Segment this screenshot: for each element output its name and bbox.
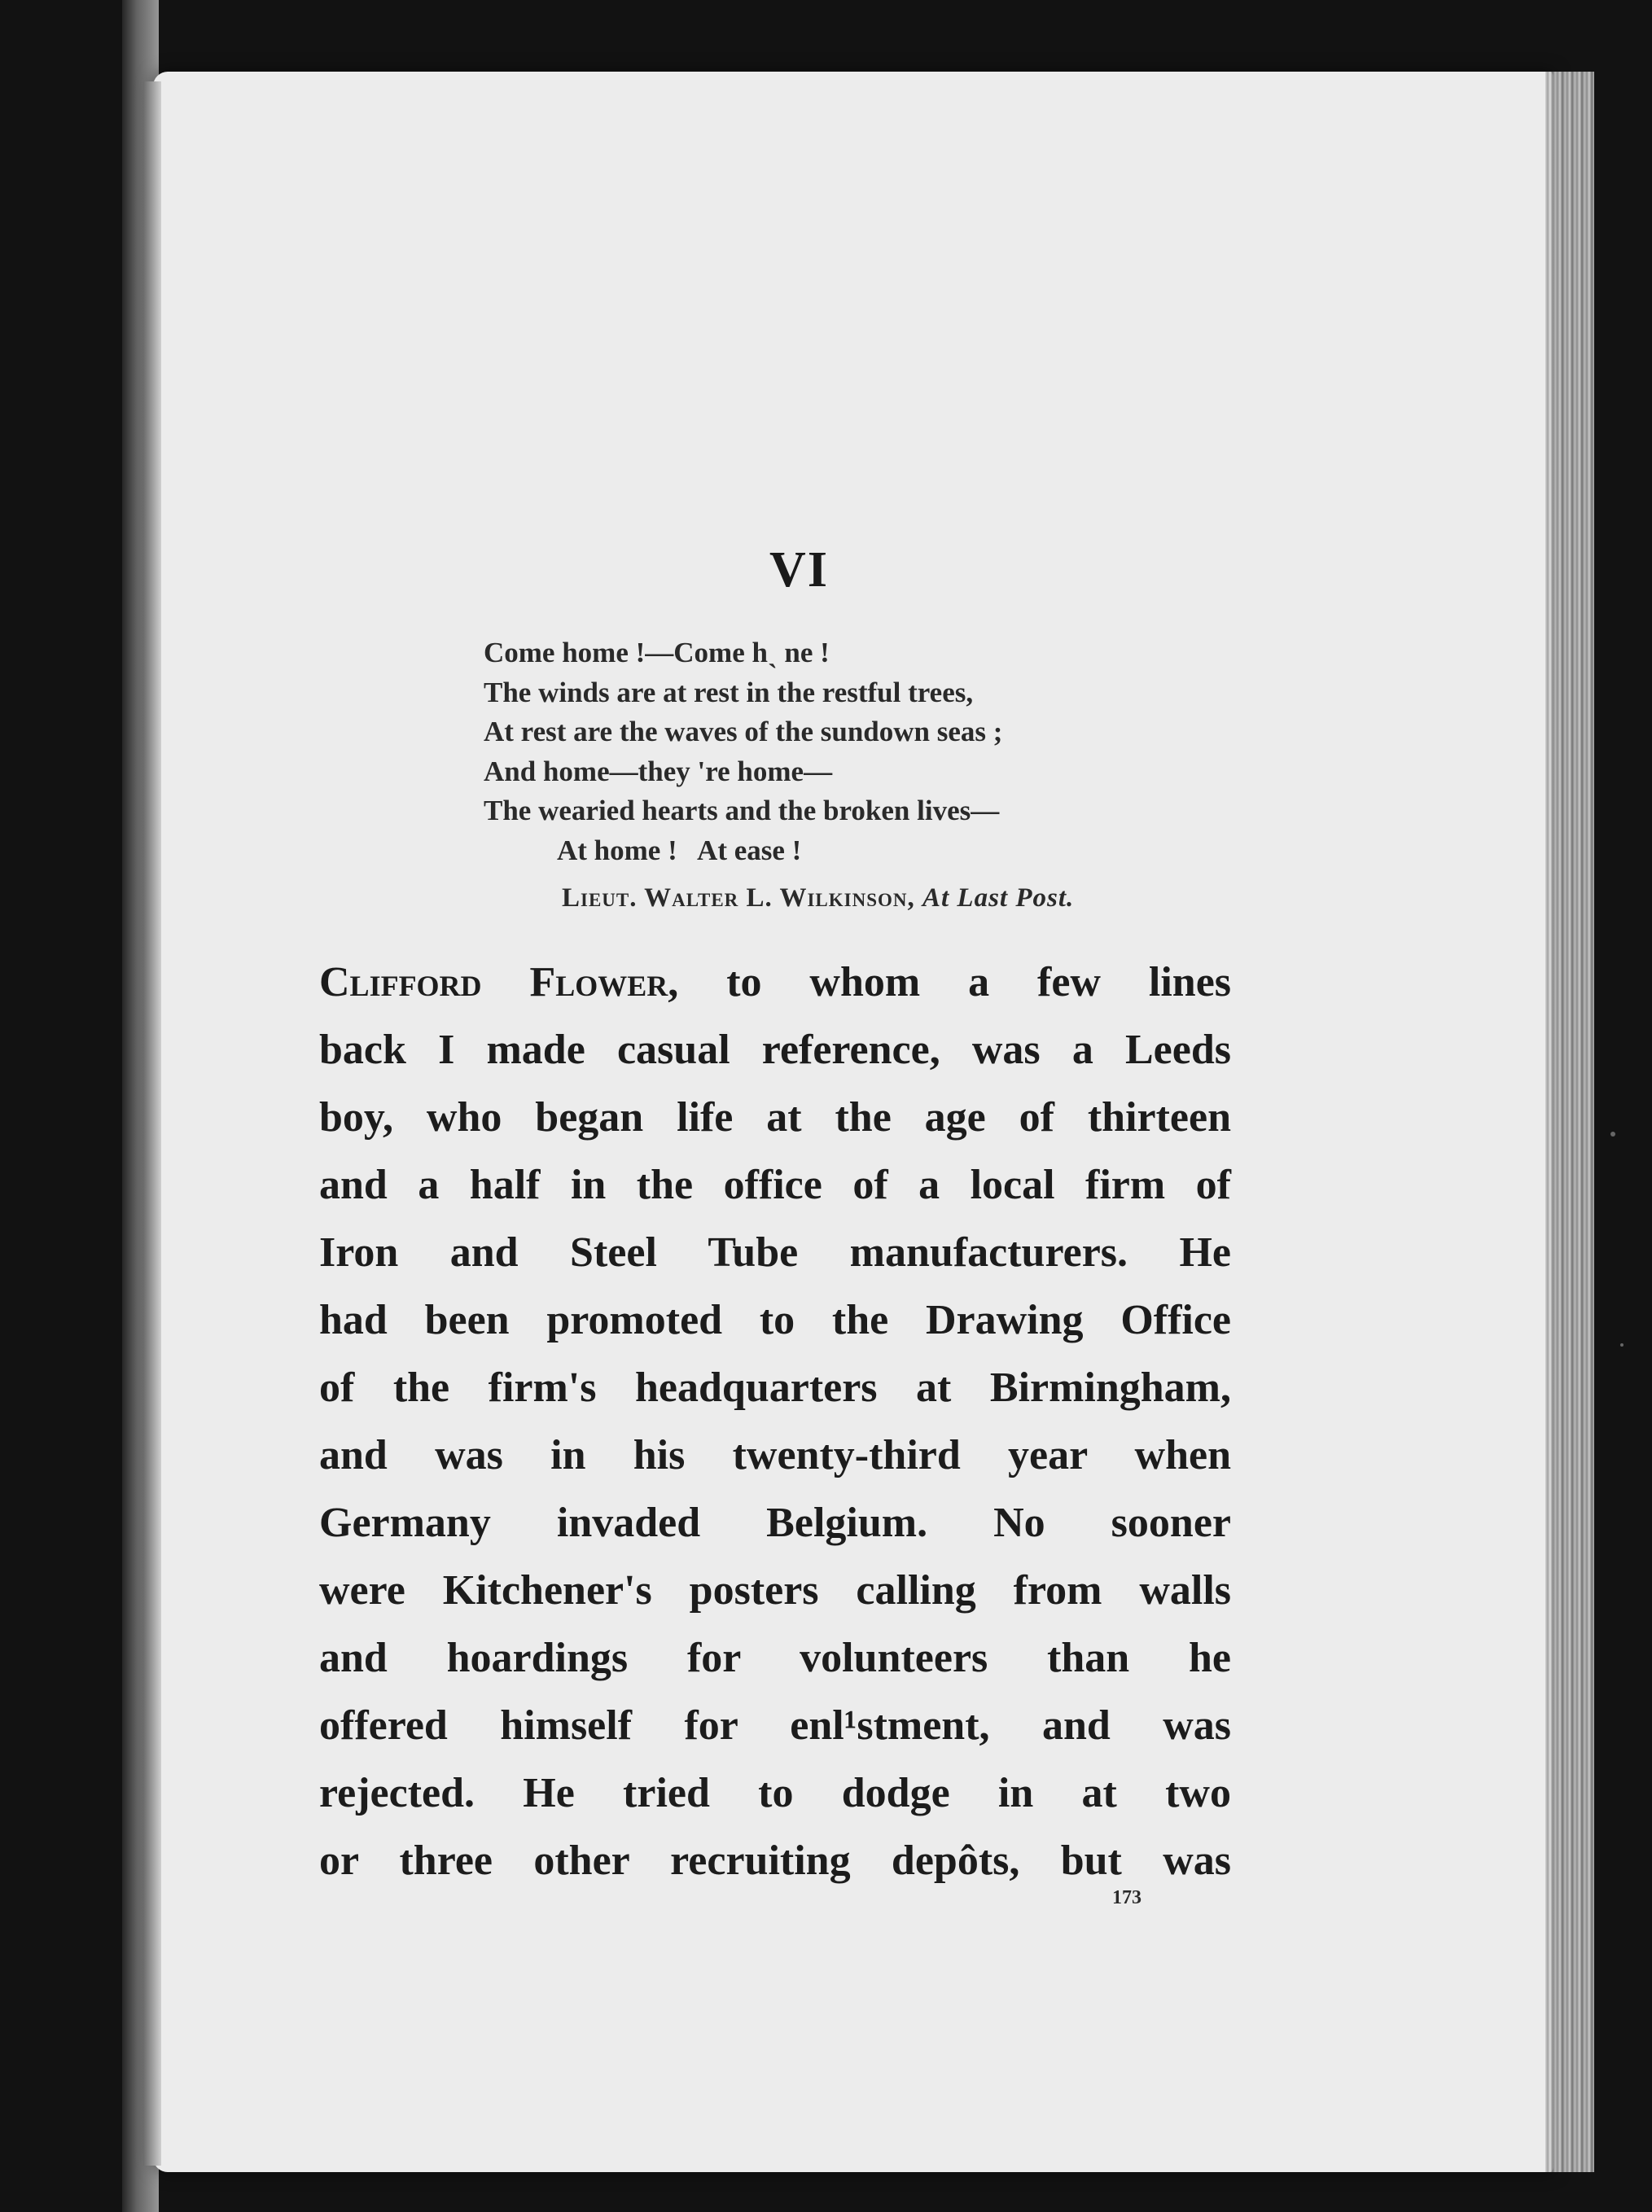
- chapter-heading: VI: [769, 542, 829, 598]
- lead-name-first: Clifford: [319, 959, 482, 1005]
- body-line: were Kitchener's posters calling from walls: [319, 1567, 1231, 1614]
- body-line: Germany invaded Belgium. No sooner: [319, 1500, 1231, 1546]
- body-line: and was in his twenty-third year when: [319, 1432, 1231, 1478]
- body-line: had been promoted to the Drawing Office: [319, 1297, 1231, 1343]
- body-line: and hoardings for volunteers than he: [319, 1635, 1231, 1681]
- epigraph-line: The winds are at rest in the restful trees,: [484, 676, 974, 708]
- body-line: rejected. He tried to dodge in at two: [319, 1770, 1231, 1816]
- body-line: of the firm's headquarters at Birmingham,: [319, 1364, 1231, 1411]
- attribution-work: At Last Post.: [922, 883, 1075, 913]
- epigraph-poem: [484, 633, 1298, 871]
- epigraph-attribution: [562, 883, 1074, 913]
- lead-name-last: Flower,: [529, 959, 679, 1005]
- epigraph-line: The wearied hearts and the broken lives—: [484, 795, 1000, 827]
- body-line: back I made casual reference, was a Leeds: [319, 1027, 1231, 1073]
- body-line: or three other recruiting depôts, but was: [319, 1837, 1231, 1884]
- epigraph-line: At rest are the waves of the sundown seas ;: [484, 716, 1003, 748]
- body-line: and a half in the office of a local firm of: [319, 1162, 1231, 1208]
- body-line-rest: to whom a few lines: [726, 959, 1232, 1005]
- body-paragraph: [319, 948, 1231, 1894]
- epigraph-line: Come home !—Come hˎ ne !: [484, 637, 830, 668]
- attribution-author: Lieut. Walter L. Wilkinson,: [562, 883, 915, 913]
- page-number: 173: [1112, 1887, 1142, 1908]
- epigraph-last-line: At home ! At ease !: [557, 834, 802, 866]
- body-line: boy, who began life at the age of thirteen: [319, 1094, 1231, 1141]
- body-line: Iron and Steel Tube manufacturers. He: [319, 1229, 1231, 1276]
- body-line: [319, 948, 1231, 1016]
- epigraph-line: And home—they 're home—: [484, 755, 833, 787]
- body-line: offered himself for enl¹stment, and was: [319, 1702, 1231, 1749]
